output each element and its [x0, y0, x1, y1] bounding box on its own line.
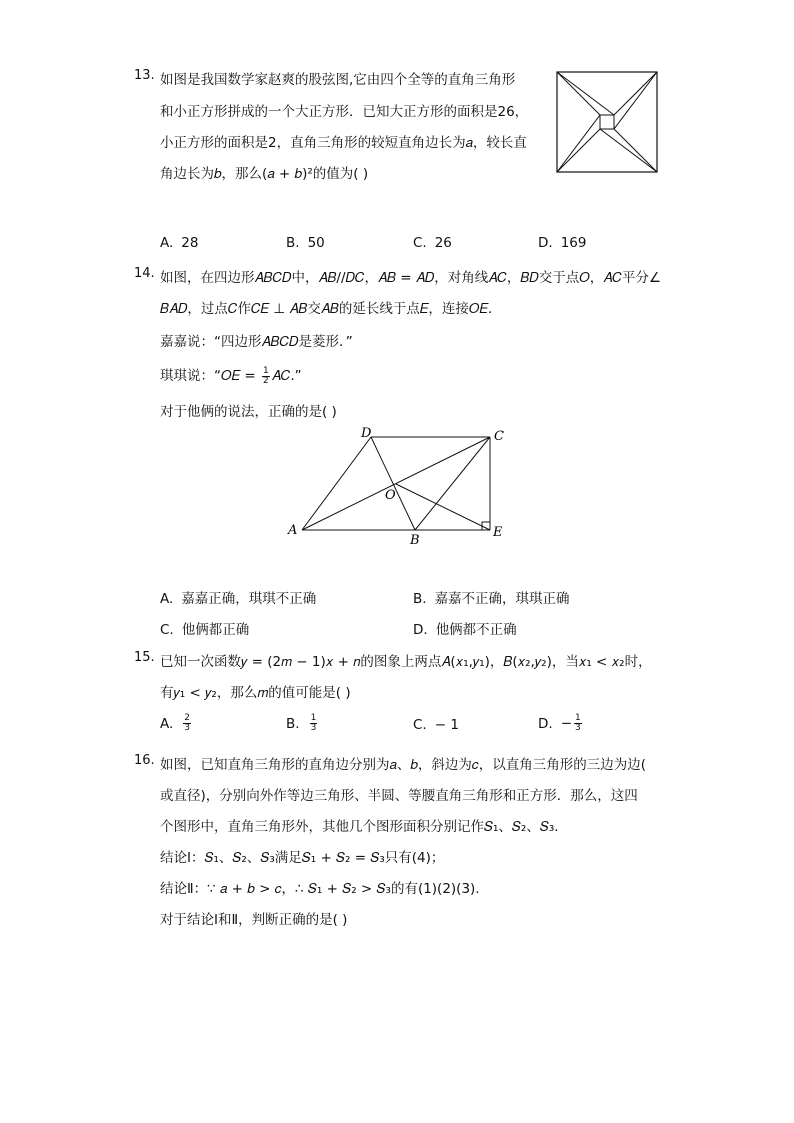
- option-text: 嘉嘉正确，琪琪不正确: [181, 591, 317, 607]
- q14-question: 对于他俩的说法，正确的是( ): [160, 404, 337, 420]
- option-label: A.: [160, 235, 174, 251]
- q16-conclusion-2: 结论Ⅱ：∵ 𝑎 + 𝑏 > 𝑐，∴ 𝑆₁ + 𝑆₂ > 𝑆₃的有(1)(2)(3).: [160, 881, 480, 897]
- q13-line-1: 如图是我国数学家赵爽的股弦图,它由四个全等的直角三角形: [160, 72, 516, 88]
- option-label: A.: [160, 715, 174, 732]
- q14-line-2: 𝐵𝐴𝐷，过点𝐶作𝐶𝐸 ⊥ 𝐴𝐵交𝐴𝐵的延长线于点𝐸，连接𝑂𝐸．: [160, 301, 502, 317]
- option-text: 50: [307, 235, 325, 251]
- fraction-den: 3: [184, 723, 191, 733]
- q13-option-a: [160, 235, 198, 251]
- q16-line-3: 个图形中，直角三角形外，其他几个图形面积分别记作𝑆₁、𝑆₂、𝑆₃.: [160, 819, 559, 835]
- option-label: D.: [413, 622, 428, 638]
- fraction-num: 1: [310, 713, 317, 723]
- q13-line-3: 小正方形的面积是2，直角三角形的较短直角边长为𝑎，较长直: [160, 135, 527, 151]
- q13-option-c: [413, 235, 452, 251]
- q14-option-c: [160, 618, 249, 638]
- label-o: O: [385, 488, 396, 503]
- fraction-num: 1: [263, 365, 269, 376]
- fraction-den: 3: [310, 723, 317, 733]
- q15-option-a: [160, 714, 193, 733]
- q15-option-c: [413, 717, 459, 733]
- q13-zhao-shuang-figure: [556, 71, 658, 173]
- option-label: D.: [538, 715, 553, 732]
- q14-number: 14.: [134, 266, 155, 281]
- fraction: [574, 714, 582, 733]
- q14-option-b: [413, 587, 570, 607]
- qiqi-suffix: 𝐴𝐶.”: [271, 368, 302, 384]
- q14-option-d: [413, 618, 517, 638]
- fraction: [310, 714, 318, 733]
- q15-option-b: [286, 714, 319, 733]
- q15-number: 15.: [134, 650, 155, 665]
- q13-line-4: 角边长为𝑏，那么(𝑎 + 𝑏)²的值为( ): [160, 166, 369, 182]
- fraction: [183, 714, 191, 733]
- q16-line-2: 或直径)，分别向外作等边三角形、半圆、等腰直角三角形和正方形．那么，这四: [160, 788, 638, 804]
- fraction-num: 2: [184, 713, 191, 723]
- label-c: C: [494, 429, 504, 444]
- q16-line-1: 如图，已知直角三角形的直角边分别为𝑎、𝑏，斜边为𝑐，以直角三角形的三边为边(: [160, 757, 646, 773]
- label-b: B: [410, 533, 420, 548]
- option-text: 他俩都正确: [181, 622, 250, 638]
- option-label: A.: [160, 591, 174, 607]
- q15-line-2: 有𝑦₁ < 𝑦₂，那么𝑚的值可能是( ): [160, 685, 351, 701]
- q14-qiqi-line: [160, 364, 302, 386]
- option-text: 26: [434, 235, 452, 251]
- q13-option-b: [286, 235, 325, 251]
- label-e: E: [493, 525, 503, 540]
- label-d: D: [361, 426, 372, 441]
- q14-line-1: 如图，在四边形𝐴𝐵𝐶𝐷中，𝐴𝐵//𝐷𝐶，𝐴𝐵 = 𝐴𝐷，对角线𝐴𝐶，𝐵𝐷交于点𝑂，𝐴𝐶平分∠: [160, 270, 661, 286]
- q13-line-2: 和小正方形拼成的一个大正方形．已知大正方形的面积是26，: [160, 104, 529, 120]
- fraction: [262, 367, 270, 386]
- fraction-num: 1: [575, 713, 581, 723]
- option-text: 他俩都不正确: [435, 622, 517, 638]
- q16-number: 16.: [134, 753, 155, 768]
- option-label: D.: [538, 235, 553, 251]
- fraction-den: 2: [263, 375, 269, 386]
- label-a: A: [288, 523, 298, 538]
- q15-option-d: [538, 714, 584, 733]
- q13-option-d: [538, 235, 586, 251]
- qiqi-prefix: 琪琪说：“𝑂𝐸 =: [160, 368, 261, 384]
- option-text: 嘉嘉不正确，琪琪正确: [434, 591, 570, 607]
- option-text: 169: [560, 235, 587, 251]
- q16-question: 对于结论Ⅰ和Ⅱ，判断正确的是( ): [160, 912, 348, 928]
- option-text: 28: [181, 235, 199, 251]
- q16-conclusion-1: 结论Ⅰ：𝑆₁、𝑆₂、𝑆₃满足𝑆₁ + 𝑆₂ = 𝑆₃只有(4)；: [160, 850, 445, 866]
- q13-number: 13.: [134, 68, 155, 83]
- option-label: C.: [160, 622, 174, 638]
- option-label: C.: [413, 717, 427, 733]
- option-label: B.: [413, 591, 427, 607]
- q14-line-3: 嘉嘉说：“四边形𝐴𝐵𝐶𝐷是菱形．”: [160, 334, 353, 350]
- option-label: B.: [286, 235, 300, 251]
- q15-line-1: 已知一次函数𝑦 = (2𝑚 − 1)𝑥 + 𝑛的图象上两点𝐴(𝑥₁,𝑦₁)，𝐵(𝑥₂,𝑦₂)，当𝑥₁ < 𝑥₂时，: [160, 654, 652, 670]
- option-text: − 1: [434, 717, 459, 733]
- q14-quadrilateral-figure: [284, 424, 514, 548]
- option-label: B.: [286, 715, 300, 732]
- minus-sign: −: [560, 715, 572, 732]
- option-label: C.: [413, 235, 427, 251]
- q14-option-a: [160, 587, 316, 607]
- fraction-den: 3: [575, 723, 581, 733]
